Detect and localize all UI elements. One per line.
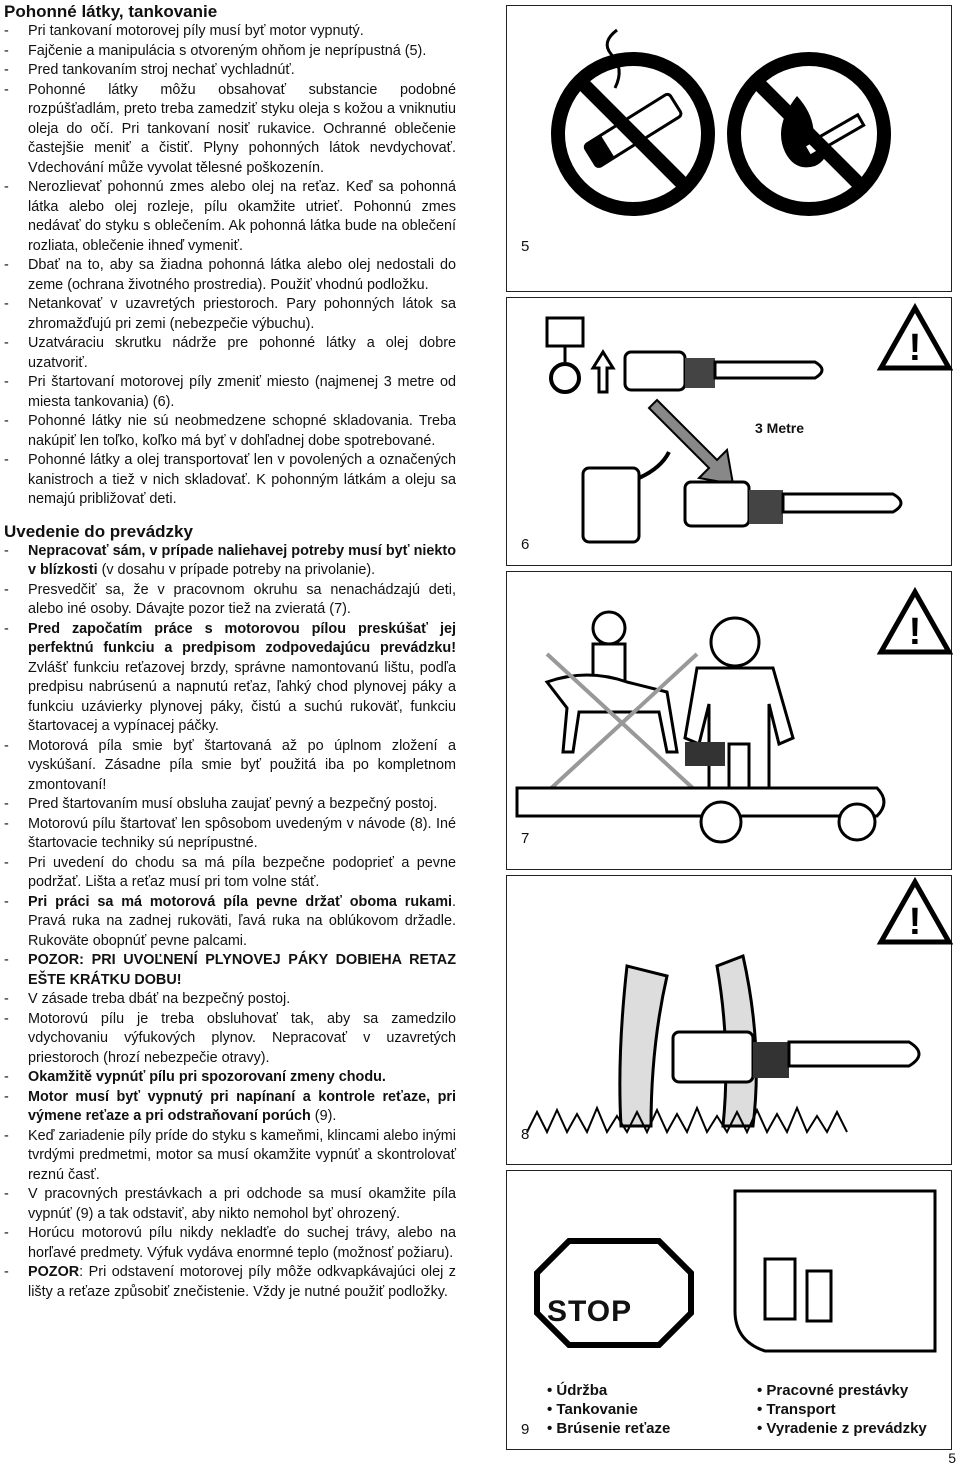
no-smoking-no-fire-icon — [507, 6, 953, 293]
list-item: - Pohonné látky a olej transportovať len v povolených a označených kanistroch a tiež v nich skladovať. K pohonným látkám a oleju sa nemajú približovať deti. — [4, 452, 456, 507]
figure-5-number: 5 — [521, 238, 530, 255]
stop-list-item: • Tankovanie — [547, 1400, 670, 1419]
no-refuel-symbol — [547, 318, 613, 392]
grass-icon — [527, 1108, 847, 1132]
warning-triangle-icon — [881, 308, 949, 369]
list-item: - Nepracovať sám, v prípade naliehavej potreby musí byť niekto v blízkosti (v dosahu v prípade potreby na privolanie). — [4, 542, 456, 578]
no-open-fire-icon — [734, 59, 884, 209]
figure-7-panel — [506, 571, 952, 870]
figure-6-panel — [506, 297, 952, 566]
section-title-startup: Uvedenie do prevádzky — [4, 521, 193, 541]
stop-sign-icon — [537, 1241, 691, 1345]
no-smoking-icon — [558, 30, 708, 209]
chainsaw-icon-top — [625, 352, 822, 390]
stop-sign-label: STOP — [547, 1295, 633, 1328]
list-item: - Motor musí byť vypnutý pri napínaní a kontrole reťaze, pri výmene reťaze a pri odstraňovaní porúch (9). — [4, 1088, 456, 1124]
stop-list-item: • Transport — [757, 1400, 927, 1419]
worker-with-chainsaw-icon — [685, 618, 793, 814]
list-item: - POZOR: Pri odstavení motorovej píly môže odkvapkávajúci olej z lišty a reťaze způsobiť znečistenie. Vždy je nutné použiť podložky. — [4, 1264, 456, 1300]
list-item: - Uzatváraciu skrutku nádrže pre pohonné látky a olej dobre uzatvoriť. — [4, 335, 456, 371]
arrow-icon — [649, 400, 733, 484]
stop-list-right — [757, 1381, 927, 1438]
list-item: - Horúcu motorovú pílu nikdy nekladťe do suchej trávy, alebo na horľavé predmety. Výfuk vydáva enormné teplo (možnosť požiaru). — [4, 1225, 456, 1261]
stop-list-item: • Údržba — [547, 1381, 670, 1400]
list-item: - Pred započatím práce s motorovou pílou preskúšať jej perfektnú funkciu a predpisom zodpovedajúcu prevádzku! Zvlášť funkciu reťazovej brzdy, správne namontovanú lištu, podľa predpisu nabrúsenú a napnutú reťaz, ľahký chod plynovej páky a funkciu uzávierky plynovej páky, čistú a suchú rukoväť, funkciu štartovacej a vypínacej páčky. — [4, 620, 456, 734]
list-item: - Pri uvedení do chodu sa má píla bezpečne podoprieť a pevne podržať. Lišta a reťaz musí pri tom volne stáť. — [4, 854, 456, 890]
fuel-rules-list — [4, 22, 456, 510]
startup-rules-list — [4, 542, 456, 1303]
list-item: - Pred štartovaním musí obsluha zaujať pevný a bezpečný postoj. — [4, 796, 438, 812]
work-safety-illustration — [507, 572, 953, 871]
figure-5-panel — [506, 5, 952, 292]
child-and-dog-icon — [547, 612, 697, 792]
list-item: - Pri tankovaní motorovej píly musí byť motor vypnutý. — [4, 23, 364, 39]
list-item: - Okamžitě vypnúť pílu pri spozorovaní zmeny chodu. — [4, 1069, 386, 1085]
list-item: - POZOR: PRI UVOĽNENÍ PLYNOVEJ PÁKY DOBIEHA RETAZ EŠTE KRÁTKU DOBU! — [4, 952, 456, 988]
svg-text:!: ! — [908, 901, 922, 943]
section-title-fuel: Pohonné látky, tankovanie — [4, 2, 218, 21]
figure-9-panel — [506, 1170, 952, 1450]
chainsaw-icon-bottom — [685, 482, 901, 526]
list-item: - Pri práci sa má motorová píla pevne držať oboma rukami. Pravá ruka na zadnej rukoväti, ľavá ruka na oblúkovom držadle. Rukoväte obopnúť pevne palcami. — [4, 893, 456, 949]
list-item: - Motorová píla smie byť štartovaná až po úplnom zložení a vyskúšaní. Zásadne píla smie byť použitá iba po kompletnom zmontovaní! — [4, 737, 456, 793]
list-item: - Dbať na to, aby sa žiadna pohonná látka alebo olej nedostali do zeme (ochrana životného prostredia). Použiť vhodnú podložku. — [4, 257, 456, 293]
starting-position-illustration — [507, 876, 953, 1166]
stop-list-item: • Vyradenie z prevádzky — [757, 1419, 927, 1438]
figure-6-number: 6 — [521, 536, 530, 553]
list-item: - Motorovú pílu je treba obsluhovať tak, aby sa zamedzilo vdychovaniu výfukových plynov. Nepracovať v uzavretých priestoroch (hrozí nebezpečie otravy). — [4, 1010, 456, 1066]
figure-column — [506, 5, 956, 1450]
list-item: - Pohonné látky môžu obsahovať substancie podobné rozpúšťadlám, preto treba zamedziť styku oleja s kožou a vniknutiu oleja do očí. Pri tankovaní nosiť rukavice. Ochranné oblečenie častejšie meniť a čistiť. Plyny pohonných látok nevdychovať. Vdechování může vyvolat tělesné poškozenín. — [4, 81, 456, 176]
text-column — [4, 2, 456, 1302]
list-item: - Nerozlievať pohonnú zmes alebo olej na reťaz. Keď sa pohonná látka alebo olej rozleje, pílu okamžite utrieť. Pohonnú zmes nedávať do styku s oblečením. Ak pohonná látka bude na oblečení rozliata, oblečenie ihneď vymeniť. — [4, 179, 456, 254]
stop-list-item: • Pracovné prestávky — [757, 1381, 927, 1400]
stop-list-item: • Brúsenie reťaze — [547, 1419, 670, 1438]
figure-7-number: 7 — [521, 830, 530, 847]
figure-8-number: 8 — [521, 1126, 530, 1143]
svg-text:!: ! — [908, 327, 922, 369]
warning-triangle-icon-8 — [881, 882, 949, 943]
refuel-distance-illustration — [507, 298, 953, 567]
warning-triangle-icon-7 — [881, 592, 949, 871]
chainsaw-handle-icon — [735, 1191, 935, 1351]
list-item: - V zásade treba dbáť na bezpečný postoj. — [4, 991, 291, 1007]
stop-list-left — [547, 1381, 670, 1438]
svg-text:!: ! — [908, 611, 922, 653]
log-icon — [517, 788, 884, 842]
list-item: - Pred tankovaním stroj nechať vychladnúť. — [4, 62, 295, 78]
distance-label: 3 Metre — [755, 420, 805, 436]
figure-8-panel — [506, 875, 952, 1165]
list-item: - Keď zariadenie píly príde do styku s kameňmi, klincami alebo inými tvrdými predmetmi, motor sa musí okamžite vypnúť a skontrolovať reznú časť. — [4, 1127, 456, 1183]
list-item: - Fajčenie a manipulácia s otvoreným ohňom je neprípustná (5). — [4, 42, 427, 59]
list-item: - Presvedčiť sa, že v pracovnom okruhu sa nenachádzajú deti, alebo iné osoby. Dávajte pozor tiež na zvieratá (7). — [4, 581, 456, 617]
fuel-canister-icon — [583, 452, 669, 542]
list-item: - Motorovú pílu štartovať len spôsobom uvedeným v návode (8). Iné štartovacie techniky sú neprípustné. — [4, 815, 456, 851]
page-number: 5 — [948, 1450, 956, 1466]
chainsaw-icon-8 — [673, 1032, 919, 1082]
list-item: - Pohonné látky nie sú neobmedzene schopné skladovania. Treba nakúpiť len toľko, koľko má byť v dohľadnej dobe spotrebované. — [4, 413, 456, 449]
list-item: - Pri štartovaní motorovej píly zmeniť miesto (najmenej 3 metre od miesta tankovania) (6). — [4, 374, 456, 410]
figure-9-number: 9 — [521, 1421, 530, 1438]
list-item: - V pracovných prestávkach a pri odchode sa musí okamžite píla vypnúť (9) a tak odstaviť, aby nikto nemohol byť ohrozený. — [4, 1186, 456, 1222]
list-item: - Netankovať v uzavretých priestoroch. Pary pohonných látok sa zhromažďujú pri zemi (nebezpečie výbuchu). — [4, 296, 456, 332]
